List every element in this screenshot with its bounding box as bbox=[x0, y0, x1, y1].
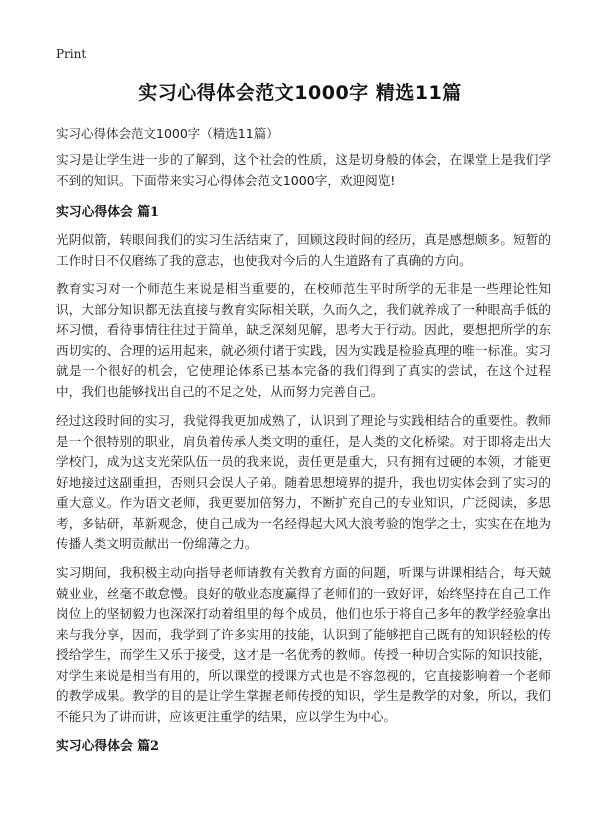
intro-paragraph: 实习是让学生进一步的了解到，这个社会的性质，这是切身般的体会，在课堂上是我们学不到的知识。下面带来实习心得体会范文1000字，欢迎阅览! bbox=[56, 152, 551, 188]
section1-paragraph-2: 教育实习对一个师范生来说是相当重要的，在校师范生平时所学的无非是一些理论性知识，大部分知识都无法直接与教育实际相关联，久而久之，我们就养成了一种眼高手低的坏习惯，看待事情往往过于简单，缺乏深刻见解，思考大于行动。因此，要想把所学的东西切实的、合理的运用起来，就必须付诸于实践，因为实践是检验真理的唯一标准。实习就是一个很好的机会，它使理论体系已基本完备的我们得到了真实的尝试，在这个过程中，我们也能够找出自己的不足之处，从而努力完善自己。 bbox=[56, 281, 551, 399]
document-subtitle: 实习心得体会范文1000字（精选11篇） bbox=[56, 126, 279, 141]
section1-paragraph-1: 光阴似箭，转眼间我们的实习生活结束了，回顾这段时间的经历，真是感想颇多。短暂的工作时日不仅磨练了我的意志，也使我对今后的人生道路有了真确的方向。 bbox=[56, 232, 551, 268]
section1-paragraph-4: 实习期间，我积极主动向指导老师请教有关教育方面的问题，听课与讲课相结合，每天兢兢业业，丝毫不敢怠慢。良好的敬业态度赢得了老师们的一致好评，始终坚持在自己工作岗位上的坚韧毅力也深深打动着组里的每个成员，他们也乐于将自己多年的教学经验拿出来与我分享，因而，我学到了许多实用的技能，认识到了能够把自己既有的知识轻松的传授给学生，而学生又乐于接受，这才是一名优秀的教师。传授一种切合实际的知识技能，对学生来说是相当有用的，所以课堂的授课方式也是不容忽视的，它直接影响着一个老师的教学成果。教学的目的是让学生掌握老师传授的知识，学生是教学的对象，所以，我们不能只为了讲而讲，应该更注重学的结果，应以学生为中心。 bbox=[56, 565, 551, 724]
section-heading-1: 实习心得体会 篇1 bbox=[56, 205, 159, 220]
print-link[interactable]: Print bbox=[56, 47, 87, 61]
section1-paragraph-3: 经过这段时间的实习，我觉得我更加成熟了，认识到了理论与实践相结合的重要性。教师是一个很特别的职业，肩负着传承人类文明的重任，是人类的文化桥梁。对于即将走出大学校门，成为这支光荣队伍一员的我来说，责任更是重大，只有拥有过硬的本领，才能更好地接过这副重担，否则只会误人子弟。随着思想境界的提升，我也切实体会到了实习的重大意义。作为语文老师，我更要加倍努力，不断扩充自己的专业知识，广泛阅读，多思考，多钻研，革新观念，使自己成为一名经得起大风大浪考验的饱学之士，实实在在地为传播人类文明贡献出一份绵薄之力。 bbox=[56, 413, 551, 551]
section-heading-2: 实习心得体会 篇2 bbox=[56, 739, 159, 754]
document-title: 实习心得体会范文1000字 精选11篇 bbox=[138, 82, 462, 104]
